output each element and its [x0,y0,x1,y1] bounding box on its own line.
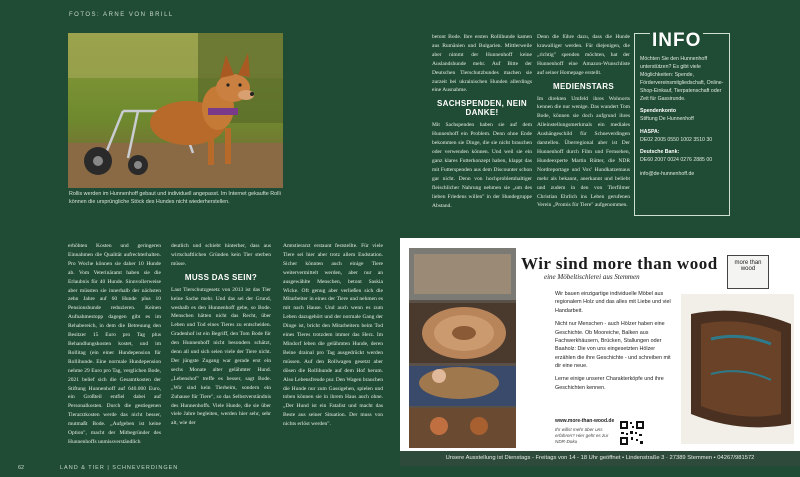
haspa-label: HASPA: [640,128,660,135]
deutsche-bank-label: Deutsche Bank: [640,148,680,155]
ad-photo-stack [409,248,516,448]
qr-code-icon[interactable] [619,420,645,446]
info-email: info@de-hunnenhoff.de [640,170,695,177]
ad-subheadline: eine Möbeltischlerei aus Stemmen [544,273,640,281]
spenden-value: Stiftung De Hunnenhoff [640,116,694,123]
ad-photo-table [681,294,794,444]
info-body [640,55,730,178]
info-intro: Möchten Sie den Hunnenhoff unterstützen? Es gibt viele Möglichkeiten: Spende, Fördervereinsmitgliedschaft, Online-Shop-Einkauf, Tierpatenschaft oder Zeit für Gassirunde. [640,56,724,103]
page-number: 62 [18,465,25,471]
photo-caption: Rollis werden im Hunnenhoff gebaut und individuell angepasst. Im Internet gekaufte Rolli können die ursprüngliche Stöck des Hundes nicht wiederherstellen. [69,191,281,206]
column-lower-1 [68,242,161,462]
paragraph: Amtstierarzt erstaunt feststellte. Für viele Tiere sei hier aber trotz allem Endstation. Sicher könnten auch einige Tiere weitervermittelt werden, aber nur an ausgewählte Menschen, betont Saskia Wicke. Oft genug aber verließen sich die Mitarbeiter in eines der Tiere und nehmen es mit nach Hause. Und auch wenn es zum Leben dazugehört und der normale Gang der Dinge ist, bricht den Mitarbeitern beim Tod eines Tieres trotzdem immer das Herz. Im Mindorf leben die gelähmten Hunde, deren Beine drainal pro Tag ausgedrückt werden müssen. Auf den Rollwagen gesetzt aber dösen die Rollihunde auf dem Hof herum. Also Lebensfreude pur. Den Wagen brauchen die Hunde nur zum Gassigehen, spielen und toben können sie in ihrem Haus auch ohne. „Der Hund ist ein Fatalist und macht das Beste aus seiner Situation. Der muss von nichts erlöst werden". [283,243,383,428]
paragraph: Denn die führe dazu, dass die Hunde krawalliger werden. Für diejenigen, die „richtig" spenden möchten, hat der Hunnenhoff eine Amazon-Wunschliste auf seiner Homepage erstellt. [537,34,630,76]
dog-wheelchair-photo [68,33,283,188]
paragraph: Laut Tierschutzgesetz von 2013 ist das Tier keine Sache mehr. Und das sei der Grund, weshalb es den Hunnenhoff gebe, so Bode. Menschen hätten nicht das Recht, über Leben und Tod eines Tieres zu entscheiden. Gradenhof ist ein Begriff, den Tom Bode für den Hunnenhoff nicht besonders schätzt, denn all und sich seien viele der Tiere nicht. Der jüngste Zugang war gerade erst ein sechs Monate alter gelähmter Hund. „Lebenshof" treffe es besser, sagt Bode. „Wir sind kein Tierheim, sondern ein Zuhause für Tiere", so das Selbstverständnis des Hunnenhoffs. Viele Hunde, die sie über viele Jahre begleiten, werden hier sehr, sehr alt, wie der [171,286,271,427]
ad-body [555,290,675,397]
logo-text: more than wood [734,260,762,273]
column-lower-3 [283,242,383,462]
column-upper-2 [537,33,630,218]
ad-ndr-note: Ihr willst mehr über uns erfahren? Hier geht es zur NDR-Doku [555,427,609,445]
spenden-label: Spendenkonto [640,108,677,115]
paragraph: Mit Sachspenden haben sie auf dem Hunnenhoff ein Problem. Denn ohne Ende bekommen sie Dinge, die sie nicht brauchen oder verwenden können. Und weil sie ein ganz klares Futterkonzept haben, klappt das mit Futterspenden aus dem Discounter schon gar nicht. Denn von hochproblemhaltiger fleischlicher Nahrung nehmen sie „um des lieben Friedens willen" in der Hundegruppe Abstand. [432,122,532,209]
ad-paragraph: Lerne einige unserer Charakterköpfe und ihre Geschichten kennen. [555,376,664,391]
column-lower-2 [171,242,271,462]
section-label: LAND & TIER | SCHNEVERDINGEN [60,465,179,471]
subheading-muss-das-sein: MUSS DAS SEIN? [184,272,258,282]
ad-paragraph: Wir bauen einzigartige individuelle Möbel aus regionalem Holz und das alles mit Liebe und viel Handarbeit. [555,291,671,314]
column-upper-1 [432,33,532,218]
ad-headline: Wir sind more than wood [521,254,718,273]
paragraph: deutlich und schiebt hinterher, dass aus wirtschaftlichen Gründen kein Tier sterben müsse. [171,243,271,267]
info-title: INFO [652,30,702,51]
haspa-iban: DE02 2005 0550 1002 3510 30 [640,136,713,143]
more-than-wood-logo [727,255,769,289]
paragraph: erhöhten Kosten und geringeren Einnahmen die Qualität aufrechterhalten. Pro Woche können sie daher 10 Hunde ab. Vom Veterinäramt haben sie die Erlaubnis für 40 Hunde. Sinnvollerweise aber müssten sie innerhalb der nächsten zehn Jahre auf 60 Hunde plus 10 Pensionshunde reduzieren. Keinen Aufnahmestopp dagegen gibt es im Rehabereich, in dem die Betreuung den Besitzer 15 Euro pro Tag plus Behandlungskosten kostet, und im Rollitag (ein einer Hundepension für Rollihunde. Eine normale Hundepension nehme 29 Euro pro Tag, verglichen Bode, 2021 belief sich die Gesamtkosten der Stiftung Hunnenhoff auf 640.000 Euro, ein Großteil entfiel dabei auf Personalkosten. Durch die gestiegenen Tierarztkosten werde das nicht besser, mutmaßt Bode. „Aufgeben ist keine Option", macht der Mitbegründer des Hunnenhoffs unmissverständlich [68,243,161,445]
ad-footer-bar: Unsere Ausstellung ist Dienstags - Freitags von 14 - 18 Uhr geöffnet • Lindenstraße 3 · 27389 Stemmen • 04267/981572 [400,451,800,466]
subheading-medienstars: MEDIENSTARS [553,81,614,91]
ad-paragraph: Nicht nur Menschen - auch Hölzer haben eine Geschichte. Ob Mooreiche, Balken aus Fachwerkhäusern, Brücken, Stallungen oder Baaholz: Die von uns eingesetzten Hölzer erzählen die ihre Geschichte - und schreiben mit dir eine neue. [555,321,671,369]
paragraph: Im direkten Umfeld ihres Wohnorts kennen die nur wenige. Das wundert Tom Bode, können sie doch aufgrund ihres Alleinstellungsmerkmals ein mediales Aushängeschild für Schneverdingen darstellen. Überregional aber ist Der Hunnenhoff durch Film und Fernsehen, Hundeexperte Martin Rütter, die NDR Nordreportage und Vox' Hundkatzemaus mehr als bekannt, anerkannt und beliebt und zudem in den von Tierfilmer Christian Ehrlich ins Leben gerufenen Verein „Promis für Tiere" aufgenommen. [537,95,630,209]
deutsche-bank-iban: DE60 2007 0024 0276 2885 00 [640,156,713,163]
paragraph: betont Bode. Ihre ersten Rollihunde kamen aus Rumänien und Bulgarien. Mittlerweile aber nimmt der Hunnenhoff keine Auslandshunde mehr. Auf Bitte der Deutschen Tierschutzbundes machen sie zurzeit bei ukrainischen Hunden allerdings eine Ausnahme. [432,34,532,94]
ad-website-link[interactable]: www.more-than-wood.de [555,418,615,424]
photo-credit: FOTOS: ARNE VON BRILL [69,12,174,18]
subheading-sachspenden: SACHSPENDEN, NEIN DANKE! [436,99,527,118]
